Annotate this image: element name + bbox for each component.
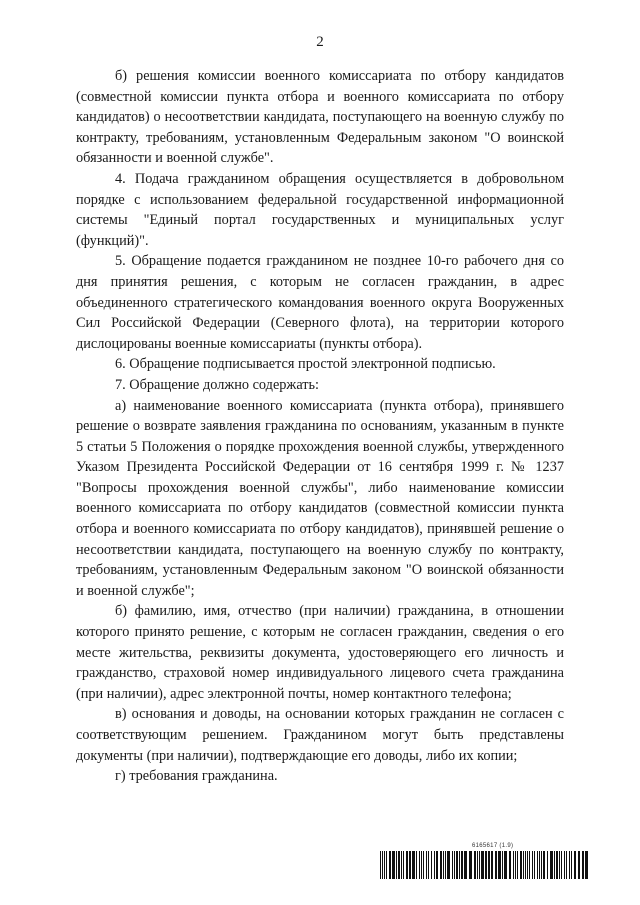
paragraph-7v-grounds: в) основания и доводы, на основании которых гражданин не согласен с соответствующим решением. Гражданином могут быть представлены документы (при наличии), подтверждающие его доводы, либо их копии;	[76, 706, 564, 764]
barcode-caption: 6165617 (1.9)	[472, 843, 514, 849]
document-body	[76, 66, 564, 787]
paragraph-5-deadline: 5. Обращение подается гражданином не позднее 10-го рабочего дня со дня принятия решения, с которым не согласен гражданин, в адрес объединенного стратегического командования военного округа Вооруженных Сил Российской Федерации (Северного флота), на территории которого дислоцированы военные комиссариаты (пункты отбора).	[76, 253, 564, 352]
paragraph-7b-personal-data: б) фамилию, имя, отчество (при наличии) гражданина, в отношении которого принято решение, с которым не согласен гражданин, сведения о его месте жительства, реквизиты документа, удостоверяющего его личность и гражданство, страховой номер индивидуального лицевого счета гражданина (при наличии), адрес электронной почты, номер контактного телефона;	[76, 603, 564, 702]
paragraph-7a-name: а) наименование военного комиссариата (пункта отбора), принявшего решение о возврате заявления гражданина по основаниям, указанным в пункте 5 статьи 5 Положения о порядке прохождения военной службы, утвержденного Указом Президента Российской Федерации от 16 сентября 1999 г. № 1237 "Вопросы прохождения военной службы", либо наименование комиссии военного комиссариата по отбору кандидатов (совместной комиссии пункта отбора и военного комиссариата по отбору кандидатов), принявшей решение о несоответствии кандидата, поступающего на военную службу по контракту, требованиям, установленным Федеральным законом "О воинской обязанности и военной службе";	[76, 397, 564, 599]
paragraph-item-b-decision: б) решения комиссии военного комиссариата по отбору кандидатов (совместной комиссии пункта отбора и военного комиссариата по отбору кандидатов) о несоответствии кандидата, поступающего на военную службу по контракту, требованиям, установленным Федеральным законом "О воинской обязанности и военной службе".	[76, 68, 564, 167]
page-number: 2	[316, 34, 324, 50]
paragraph-7-contents: 7. Обращение должно содержать:	[115, 376, 320, 393]
document-barcode	[380, 843, 590, 880]
paragraph-4-submission: 4. Подача гражданином обращения осуществляется в добровольном порядке с использованием федеральной государственной информационной системы "Единый портал государственных и муниципальных услуг (функций)".	[76, 170, 564, 249]
paragraph-7g-requirements: г) требования гражданина.	[115, 768, 278, 785]
barcode-icon	[380, 851, 590, 879]
paragraph-6-signature: 6. Обращение подписывается простой электронной подписью.	[115, 356, 496, 373]
